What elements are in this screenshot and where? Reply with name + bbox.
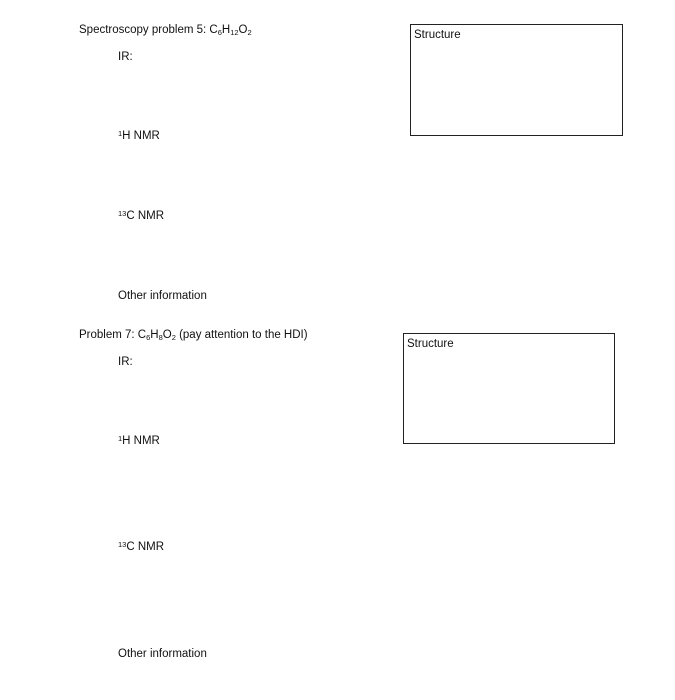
- problem7-title-suffix: (pay attention to the HDI): [175, 329, 308, 341]
- problem7-formula-o-count: 2: [171, 333, 176, 342]
- problem7-ir-label: IR:: [118, 356, 133, 368]
- problem7-structure-label: Structure: [407, 338, 454, 350]
- problem5-13c-superscript: 13: [118, 209, 127, 218]
- problem7-other-info-label: Other information: [118, 648, 207, 660]
- problem5-1h-superscript: 1: [118, 129, 123, 138]
- problem5-1h-text: H NMR: [122, 130, 160, 142]
- problem5-ir-label: IR:: [118, 51, 133, 63]
- problem7-1h-nmr-label: [118, 434, 160, 448]
- problem5-title: [79, 23, 252, 37]
- problem7-13c-text: C NMR: [126, 541, 165, 553]
- problem7-structure-box: [403, 333, 615, 444]
- problem5-title-prefix: Spectroscopy problem 5: C: [79, 24, 218, 36]
- problem7-1h-superscript: 1: [118, 434, 123, 443]
- problem7-1h-text: H NMR: [122, 435, 160, 447]
- problem7-title: [79, 328, 308, 342]
- problem5-1h-nmr-label: [118, 129, 160, 143]
- problem5-formula-c-count: 6: [217, 28, 222, 37]
- problem7-13c-nmr-label: [118, 540, 164, 554]
- problem7-formula-h-count: 8: [158, 333, 163, 342]
- problem7-formula-o: O: [162, 329, 172, 341]
- problem5-formula-o-count: 2: [247, 28, 252, 37]
- problem5-formula-h: H: [221, 24, 231, 36]
- problem7-formula-c-count: 6: [146, 333, 151, 342]
- problem5-13c-text: C NMR: [126, 210, 165, 222]
- problem7-title-prefix: Problem 7: C: [79, 329, 147, 341]
- problem5-formula-h-count: 12: [230, 28, 239, 37]
- problem5-13c-nmr-label: [118, 209, 164, 223]
- problem5-structure-label: Structure: [414, 29, 461, 41]
- problem7-formula-h: H: [150, 329, 159, 341]
- problem5-structure-box: [410, 24, 623, 136]
- problem5-formula-o: O: [238, 24, 248, 36]
- problem7-13c-superscript: 13: [118, 540, 127, 549]
- problem5-other-info-label: Other information: [118, 290, 207, 302]
